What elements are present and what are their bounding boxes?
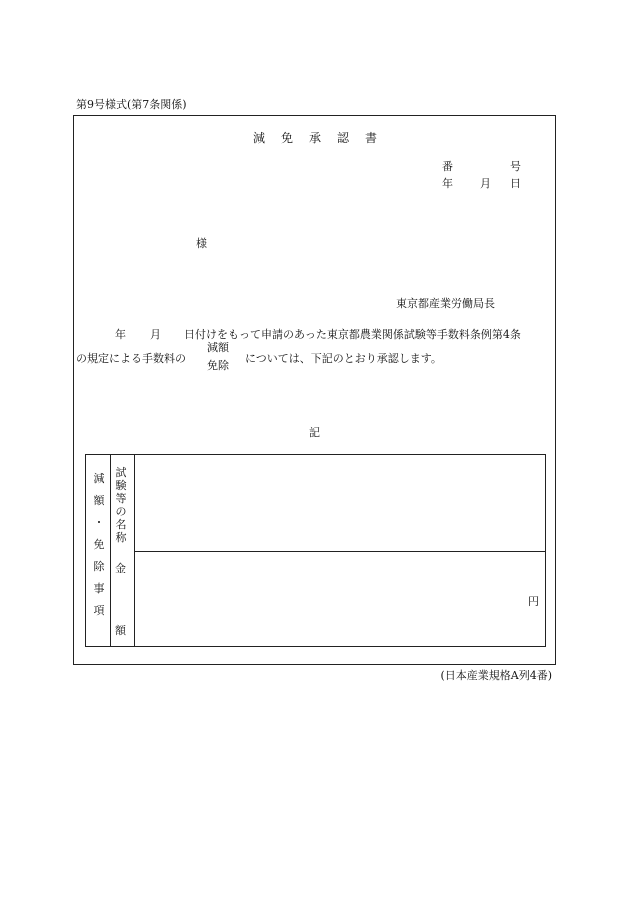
vertical-char: 除	[93, 559, 105, 573]
document-title: 減免承認書	[253, 131, 394, 145]
body-line-2-suffix: については、下記のとおり承認します。	[245, 352, 442, 365]
details-col-divider-1	[110, 455, 111, 646]
number-label: 番	[442, 160, 453, 173]
row-1-label-name	[114, 467, 128, 545]
amount-input-area[interactable]	[136, 555, 516, 643]
number-suffix: 号	[510, 160, 521, 173]
date-day-label: 日	[510, 177, 521, 190]
body-month-label: 月	[150, 328, 161, 341]
vertical-char: ・	[93, 515, 105, 529]
vertical-char: 事	[93, 581, 105, 595]
currency-unit: 円	[528, 595, 539, 608]
vertical-char: 項	[93, 603, 105, 617]
form-number-label: 第9号様式(第7条関係)	[76, 98, 187, 111]
vertical-char: の	[115, 504, 127, 518]
option-exemption: 免除	[207, 359, 229, 372]
row-2-label-top: 金	[115, 562, 126, 575]
section-label-vertical	[92, 473, 106, 627]
details-table	[85, 454, 546, 647]
ki-heading: 記	[309, 426, 320, 439]
date-month-label: 月	[480, 177, 491, 190]
body-year-label: 年	[115, 328, 126, 341]
body-line-1: 日付けをもって申請のあった東京都農業関係試験等手数料条例第4条	[184, 328, 521, 341]
option-reduction: 減額	[207, 341, 229, 354]
row-2-label-bottom: 額	[115, 624, 126, 637]
issuer-name: 東京都産業労働局長	[396, 297, 495, 310]
vertical-char: 額	[93, 493, 105, 507]
vertical-char: 免	[93, 537, 105, 551]
details-row-divider	[134, 551, 545, 552]
name-input-area[interactable]	[136, 457, 541, 547]
vertical-char: 称	[115, 530, 127, 544]
vertical-char: 験	[115, 478, 127, 492]
date-year-label: 年	[442, 177, 453, 190]
addressee-suffix: 様	[196, 237, 207, 250]
vertical-char: 等	[115, 491, 127, 505]
vertical-char: 試	[115, 466, 127, 479]
body-line-2-prefix: の規定による手数料の	[76, 352, 186, 365]
vertical-char: 名	[115, 517, 127, 531]
paper-size-note: (日本産業規格A列4番)	[440, 669, 552, 682]
vertical-char: 減	[93, 472, 105, 485]
